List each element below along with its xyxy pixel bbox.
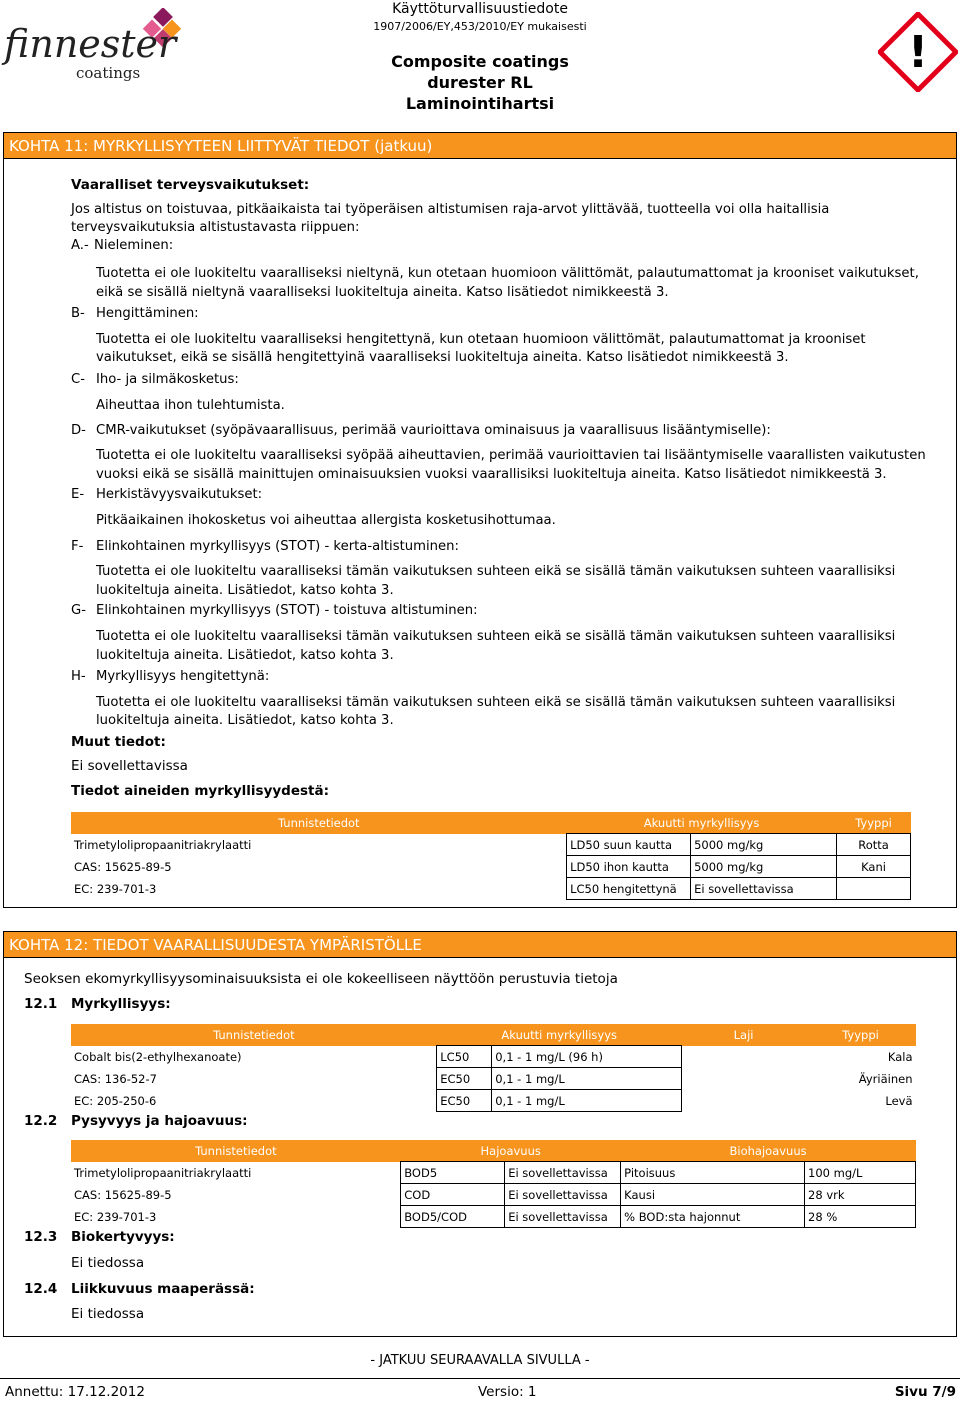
product-line-3: Laminointihartsi [405, 94, 555, 113]
col-header: Tyyppi [806, 1024, 916, 1046]
degradability-table [71, 1140, 916, 1228]
table-row [71, 856, 911, 878]
sub-12-1-number: 12.1 [24, 996, 58, 1012]
param-cell: % BOD:sta hajonnut [621, 1206, 805, 1228]
item-label: Nieleminen: [94, 238, 174, 253]
item-text-2: luokiteltuja aineita. Lisätiedot, katso kohta 3. [96, 583, 394, 598]
method-cell: BOD5/COD [401, 1206, 505, 1228]
table-row [71, 834, 911, 856]
item-letter: C- [71, 372, 85, 387]
substance-name: Trimetylolipropaanitriakrylaatti [74, 837, 252, 852]
hazard-exclamation-icon [878, 12, 958, 92]
sub-12-4-number: 12.4 [24, 1281, 58, 1297]
method-cell: BOD5 [401, 1162, 505, 1184]
result-cell: 28 vrk [805, 1184, 916, 1206]
item-text-2: eikä se sisällä nieltynä vaaralliseksi luokiteltuja aineita. Katso lisätiedot nimikkeestä 3. [96, 285, 669, 300]
item-text-1: Tuotetta ei ole luokiteltu vaaralliseksi tämän vaikutuksen suhteen eikä se sisällä tämän vaikutuksen suhteen vaarallisiksi [96, 695, 896, 710]
sub-12-4-title: Liikkuvuus maaperässä: [71, 1281, 255, 1297]
item-text-1: Aiheuttaa ihon tulehtumista. [96, 398, 285, 413]
value-cell: Ei sovellettavissa [505, 1184, 621, 1206]
result-cell: 28 % [805, 1206, 916, 1228]
health-hazards-heading: Vaaralliset terveysvaikutukset: [71, 177, 310, 193]
col-header: Tunnistetiedot [71, 812, 567, 834]
type-cell: Rotta [837, 834, 911, 856]
table-header [71, 812, 911, 834]
substance-cas: CAS: 136-52-7 [74, 1071, 157, 1086]
ecotox-table [71, 1024, 916, 1112]
substance-ec: EC: 239-701-3 [74, 881, 157, 896]
test-cell: EC50 [437, 1068, 492, 1090]
item-text-1: Tuotetta ei ole luokiteltu vaaralliseksi nieltynä, kun otetaan huomioon välittömät, palautumattomat ja krooniset vaikutukset, [96, 266, 919, 281]
hazard-symbol: ! [907, 27, 929, 78]
test-cell: LC50 hengitettynä [567, 878, 691, 900]
result-cell: 100 mg/L [805, 1162, 916, 1184]
col-header: Tyyppi [837, 812, 911, 834]
value-cell: Ei sovellettavissa [691, 878, 837, 900]
value-cell: Ei sovellettavissa [505, 1206, 621, 1228]
type-cell: Kani [837, 856, 911, 878]
issue-date: Annettu: 17.12.2012 [5, 1384, 145, 1400]
table-row [71, 1206, 916, 1228]
value-cell: 5000 mg/kg [691, 834, 837, 856]
item-letter: B- [71, 306, 85, 321]
version: Versio: 1 [478, 1384, 537, 1400]
sub-12-1-title: Myrkyllisyys: [71, 996, 171, 1012]
table-row [71, 878, 911, 900]
item-letter: E- [71, 487, 85, 502]
test-cell: LD50 suun kautta [567, 834, 691, 856]
logo-wordmark: finnester [4, 22, 177, 66]
test-cell: LC50 [437, 1046, 492, 1068]
item-text-1: Pitkäaikainen ihokosketus voi aiheuttaa allergista kosketusihottumaa. [96, 513, 556, 528]
param-cell: Kausi [621, 1184, 805, 1206]
product-line-1: Composite coatings [391, 52, 569, 71]
substance-name: Trimetylolipropaanitriakrylaatti [74, 1165, 252, 1180]
other-info-heading: Muut tiedot: [71, 734, 166, 750]
item-text-1: Tuotetta ei ole luokiteltu vaaralliseksi hengitettynä, kun otetaan huomioon välittömät, palautumattomat ja krooniset [96, 332, 866, 347]
test-cell: LD50 ihon kautta [567, 856, 691, 878]
type-cell [837, 878, 911, 900]
item-letter: D- [71, 423, 86, 438]
sub-12-3-title: Biokertyvyys: [71, 1229, 175, 1245]
table-header [71, 1140, 916, 1162]
substance-ec: EC: 239-701-3 [74, 1209, 157, 1224]
item-text-1: Tuotetta ei ole luokiteltu vaaralliseksi tämän vaikutuksen suhteen eikä se sisällä tämän vaikutuksen suhteen vaarallisiksi [96, 564, 896, 579]
sub-12-4-text: Ei tiedossa [71, 1306, 145, 1322]
test-cell: EC50 [437, 1090, 492, 1112]
col-header: Biohajoavuus [621, 1140, 916, 1162]
section-12-intro: Seoksen ekomyrkyllisyysominaisuuksista ei ole kokeelliseen näyttöön perustuvia tietoja [24, 971, 618, 987]
logo-subtitle: coatings [76, 64, 141, 82]
col-header: Tunnistetiedot [71, 1140, 401, 1162]
item-text-2: luokiteltuja aineita. Lisätiedot, katso kohta 3. [96, 713, 394, 728]
section-12-title: KOHTA 12: TIEDOT VAARALLISUUDESTA YMPÄRISTÖLLE [4, 932, 956, 958]
item-text-2: vuoksi eikä se sisällä mainittujen ominaisuuksien vuoksi vaarallisiksi luokiteltuja aineita. Katso lisätiedot nimikkeestä 3. [96, 467, 887, 482]
col-header: Laji [682, 1024, 806, 1046]
item-text-1: Tuotetta ei ole luokiteltu vaaralliseksi tämän vaikutuksen suhteen eikä se sisällä tämän vaikutuksen suhteen vaarallisiksi [96, 629, 896, 644]
col-header: Akuutti myrkyllisyys [567, 812, 837, 834]
item-label: Elinkohtainen myrkyllisyys (STOT) - kerta-altistuminen: [96, 539, 459, 554]
footer-divider [0, 1378, 960, 1379]
substance-cas: CAS: 15625-89-5 [74, 1187, 172, 1202]
other-info-text: Ei sovellettavissa [71, 758, 188, 774]
value-cell: 0,1 - 1 mg/L (96 h) [492, 1046, 682, 1068]
col-header: Akuutti myrkyllisyys [437, 1024, 682, 1046]
col-header: Hajoavuus [401, 1140, 621, 1162]
product-line-2: durester RL [427, 73, 533, 92]
type-cell: Kala [887, 1049, 913, 1064]
value-cell: 0,1 - 1 mg/L [492, 1068, 682, 1090]
table-row [71, 1046, 916, 1068]
substance-name: Cobalt bis(2-ethylhexanoate) [74, 1049, 242, 1064]
item-text-1: Tuotetta ei ole luokiteltu vaaralliseksi syöpää aiheuttavien, perimää vaurioittavien tai lisääntymiselle vaarallisten vaikutusten [96, 448, 926, 463]
section-11-title: KOHTA 11: MYRKYLLISYYTEEN LIITTYVÄT TIEDOT (jatkuu) [4, 133, 956, 159]
item-text-2: luokiteltuja aineita. Lisätiedot, katso kohta 3. [96, 648, 394, 663]
item-letter: A.- [71, 238, 89, 253]
item-label: Herkistävyysvaikutukset: [96, 487, 263, 502]
sub-12-3-number: 12.3 [24, 1229, 58, 1245]
item-label: Hengittäminen: [96, 306, 199, 321]
item-letter: H- [71, 669, 86, 684]
regulation: 1907/2006/EY,453/2010/EY mukaisesti [373, 20, 587, 33]
sub-12-2-number: 12.2 [24, 1113, 58, 1129]
value-cell: 5000 mg/kg [691, 856, 837, 878]
value-cell: 0,1 - 1 mg/L [492, 1090, 682, 1112]
item-label: Elinkohtainen myrkyllisyys (STOT) - toistuva altistuminen: [96, 603, 478, 618]
table-row [71, 1184, 916, 1206]
substance-tox-heading: Tiedot aineiden myrkyllisyydestä: [71, 783, 329, 799]
section-12 [3, 931, 957, 1337]
table-row [71, 1068, 916, 1090]
sub-12-2-title: Pysyvyys ja hajoavuus: [71, 1113, 248, 1129]
item-letter: G- [71, 603, 86, 618]
method-cell: COD [401, 1184, 505, 1206]
substance-cas: CAS: 15625-89-5 [74, 859, 172, 874]
item-label: Myrkyllisyys hengitettynä: [96, 669, 270, 684]
sub-12-3-text: Ei tiedossa [71, 1255, 145, 1271]
substance-tox-table [71, 812, 911, 900]
page-number: Sivu 7/9 [894, 1384, 956, 1400]
value-cell: Ei sovellettavissa [505, 1162, 621, 1184]
intro-line-1: Jos altistus on toistuvaa, pitkäaikaista tai työperäisen altistumisen raja-arvot ylittävää, tuotteella voi olla haitallisia [71, 202, 830, 217]
table-row [71, 1090, 916, 1112]
table-row [71, 1162, 916, 1184]
intro-line-2: terveysvaikutuksia altistustavasta riippuen: [71, 220, 360, 235]
continue-notice: - JATKUU SEURAAVALLA SIVULLA - [370, 1353, 590, 1368]
item-letter: F- [71, 539, 84, 554]
item-label: CMR-vaikutukset (syöpävaarallisuus, perimää vaurioittava ominaisuus ja vaarallisuus lisääntymiselle): [96, 423, 771, 438]
type-cell: Levä [885, 1093, 913, 1108]
item-text-2: vaikutukset, eikä se sisällä hengitettyinä vaaralliseksi luokiteltuja aineita. Katso lisätiedot nimikkeestä 3. [96, 350, 789, 365]
table-header [71, 1024, 916, 1046]
item-label: Iho- ja silmäkosketus: [96, 372, 239, 387]
type-cell: Äyriäinen [858, 1071, 913, 1086]
doc-title: Käyttöturvallisuustiedote [392, 1, 568, 17]
substance-ec: EC: 205-250-6 [74, 1093, 157, 1108]
col-header: Tunnistetiedot [71, 1024, 437, 1046]
param-cell: Pitoisuus [621, 1162, 805, 1184]
